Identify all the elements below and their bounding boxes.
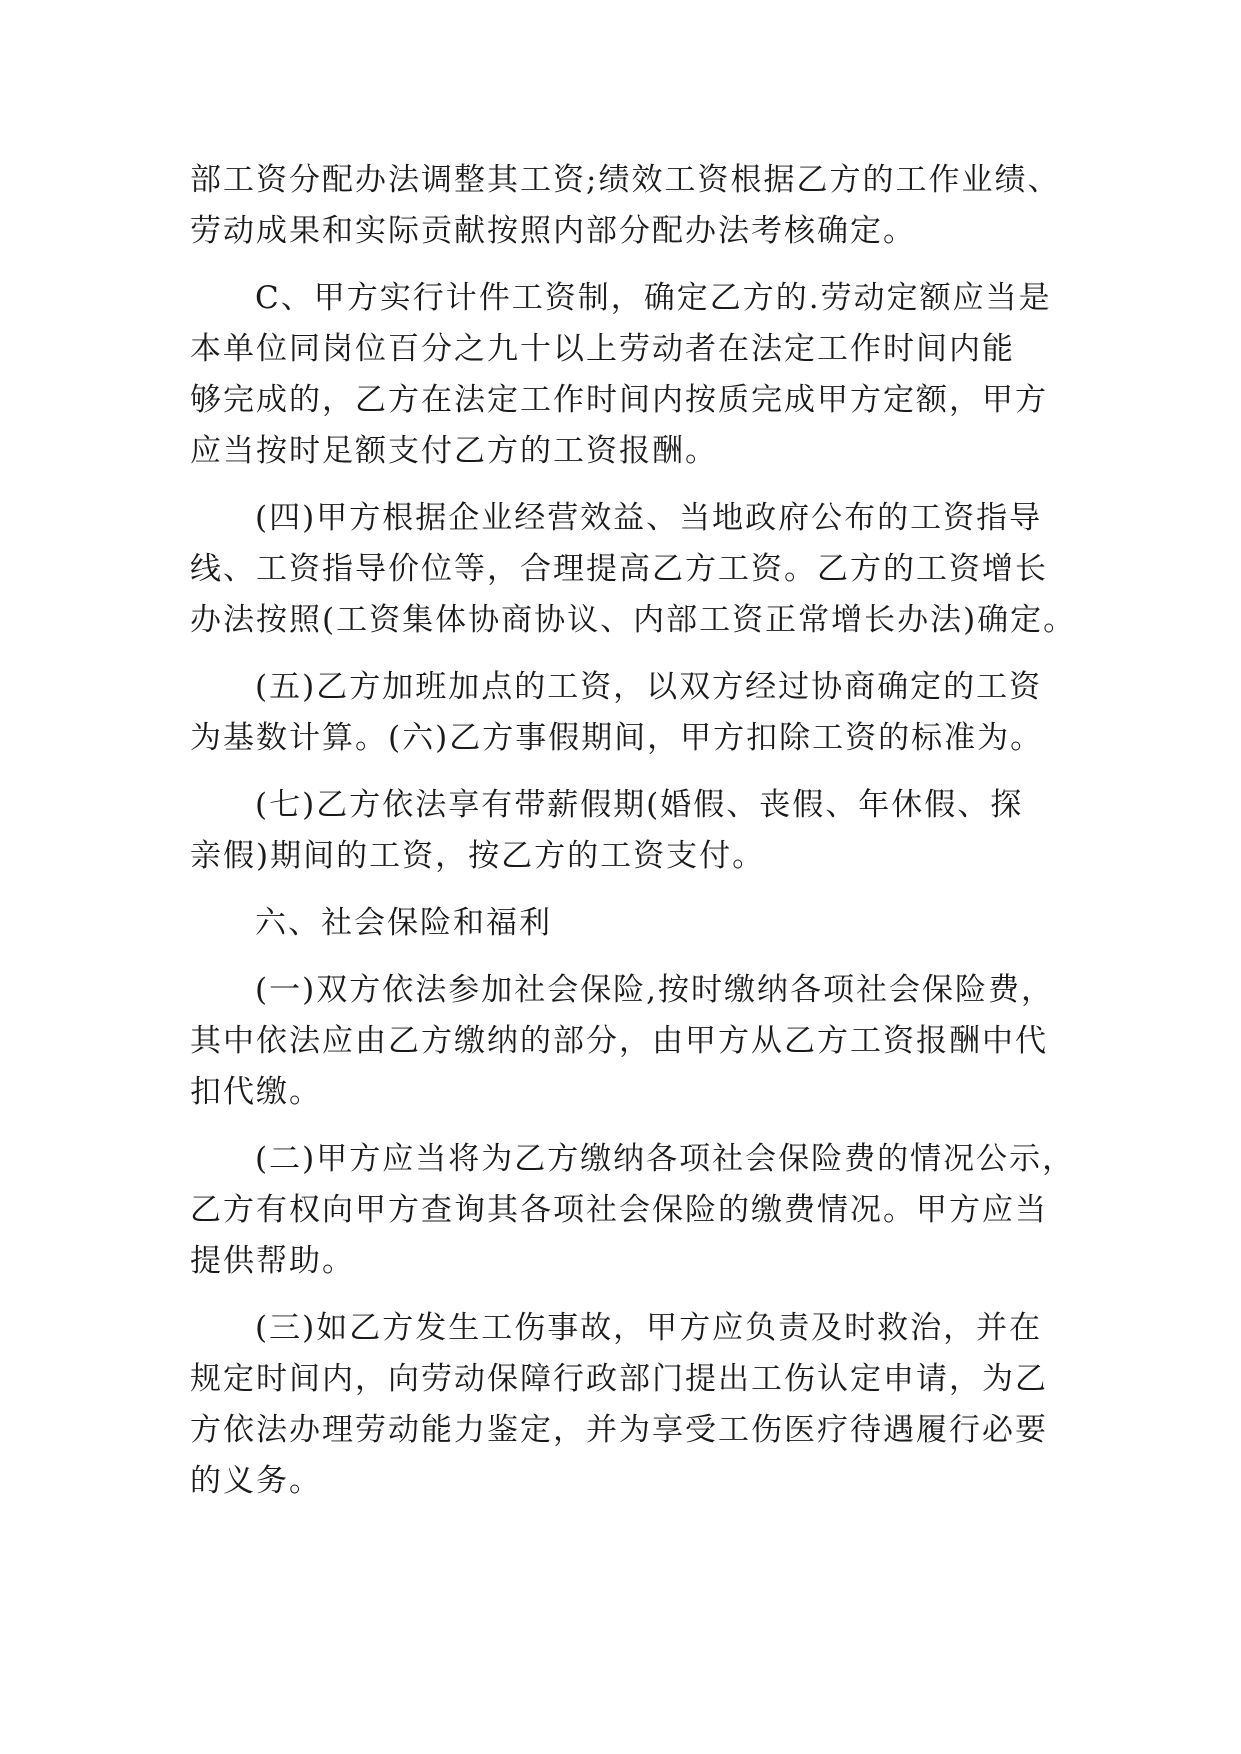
text-line: 其中依法应由乙方缴纳的部分，由甲方从乙方工资报酬中代 <box>190 1023 1048 1059</box>
text-line: 扣代缴。 <box>190 1074 322 1110</box>
text-line: 为基数计算。(六)乙方事假期间，甲方扣除工资的标准为。 <box>190 720 1044 756</box>
text-line: 的义务。 <box>190 1463 322 1499</box>
text-line: 方依法办理劳动能力鉴定，并为享受工伤医疗待遇履行必要 <box>190 1412 1048 1448</box>
text-line: 线、工资指导价位等，合理提高乙方工资。乙方的工资增长 <box>190 551 1048 587</box>
text-line: 亲假)期间的工资，按乙方的工资支付。 <box>190 838 766 874</box>
text-line: C、甲方实行计件工资制，确定乙方的.劳动定额应当是 <box>255 280 1052 316</box>
text-line: 劳动成果和实际贡献按照内部分配办法考核确定。 <box>190 213 916 249</box>
text-line: (七)乙方依法享有带薪假期(婚假、丧假、年休假、探 <box>255 787 1024 823</box>
text-line: (三)如乙方发生工伤事故，甲方应负责及时救治，并在 <box>255 1310 1043 1346</box>
text-line: (二)甲方应当将为乙方缴纳各项社会保险费的情况公示， <box>255 1141 1076 1177</box>
section-heading: 六、社会保险和福利 <box>255 905 552 941</box>
text-line: 规定时间内，向劳动保障行政部门提出工伤认定申请，为乙 <box>190 1361 1048 1397</box>
text-line: (一)双方依法参加社会保险,按时缴纳各项社会保险费， <box>255 972 1055 1008</box>
text-line: 乙方有权向甲方查询其各项社会保险的缴费情况。甲方应当 <box>190 1192 1048 1228</box>
text-line: 应当按时足额支付乙方的工资报酬。 <box>190 433 718 469</box>
text-line: (五)乙方加班加点的工资，以双方经过协商确定的工资 <box>255 669 1043 705</box>
text-line: (四)甲方根据企业经营效益、当地政府公布的工资指导 <box>255 500 1043 536</box>
text-line: 够完成的，乙方在法定工作时间内按质完成甲方定额，甲方 <box>190 382 1048 418</box>
text-line: 本单位同岗位百分之九十以上劳动者在法定工作时间内能 <box>190 331 1015 367</box>
text-line: 部工资分配办法调整其工资;绩效工资根据乙方的工作业绩、 <box>190 162 1061 198</box>
text-line: 提供帮助。 <box>190 1243 355 1279</box>
document-body <box>190 155 1077 1507</box>
text-line: 办法按照(工资集体协商协议、内部工资正常增长办法)确定。 <box>190 602 1077 638</box>
